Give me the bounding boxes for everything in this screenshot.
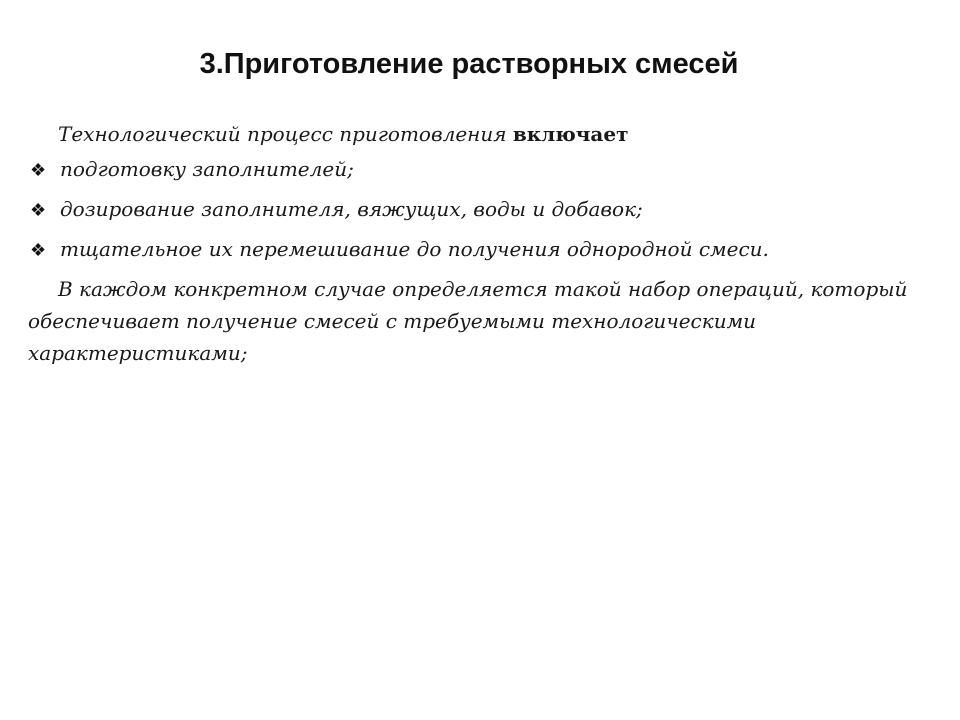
- bullet-list: [28, 153, 928, 267]
- diamond-petal-icon: ❖: [30, 240, 47, 261]
- diamond-petal-icon: ❖: [30, 160, 47, 181]
- list-item-label: дозирование заполнителя, вяжущих, воды и добавок;: [60, 197, 643, 221]
- list-item-label: тщательное их перемешивание до получения однородной смеси.: [60, 237, 769, 261]
- intro-emphasis: включает: [512, 122, 629, 146]
- list-item-label: подготовку заполнителей;: [60, 157, 354, 181]
- slide-title: 3.Приготовление растворных смесей: [199, 48, 739, 80]
- intro-paragraph: [28, 118, 928, 150]
- intro-text: Технологический процесс приготовления: [58, 122, 513, 146]
- conclusion-paragraph: В каждом конкретном случае определяется такой набор операций, который обеспечивает получение смесей с требуемыми технологическими характеристиками;: [28, 277, 908, 365]
- list-item: [28, 233, 928, 267]
- list-item: [28, 193, 928, 227]
- slide-body: [28, 118, 928, 369]
- diamond-petal-icon: ❖: [30, 200, 47, 221]
- list-item: [28, 153, 928, 187]
